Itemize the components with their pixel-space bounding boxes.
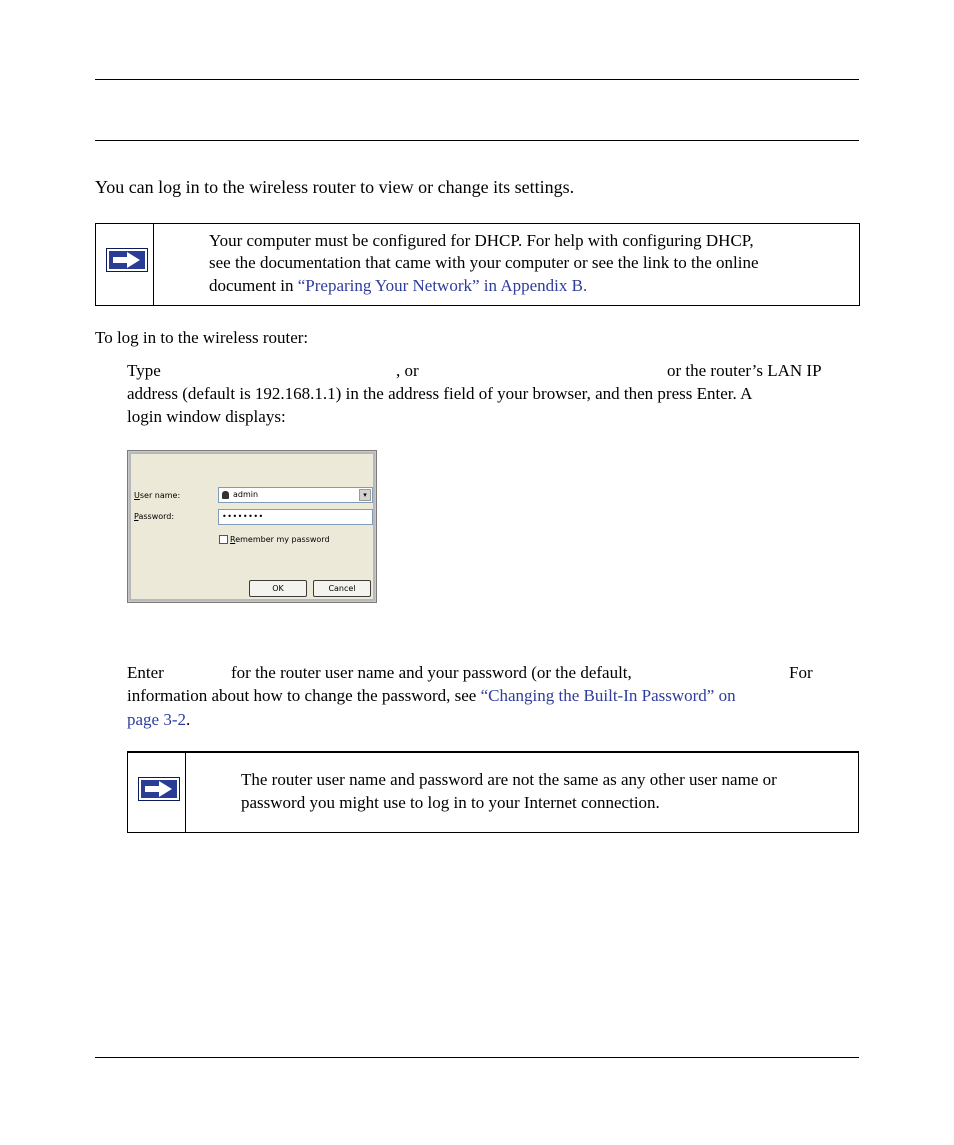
header-rule-top	[95, 79, 859, 80]
username-value: admin	[233, 490, 259, 499]
header-rule-bottom	[95, 140, 859, 141]
username-label: User name:	[134, 491, 181, 500]
right-arrow-note-icon	[106, 248, 148, 272]
note-divider	[153, 224, 154, 305]
chevron-down-icon[interactable]: ▾	[359, 489, 371, 501]
note-box-dhcp	[95, 223, 860, 306]
note-divider	[185, 753, 186, 832]
step2-line-3-suffix: .	[186, 710, 191, 729]
step1-or-word: , or	[396, 361, 419, 380]
right-arrow-note-icon	[138, 777, 180, 801]
remember-password-checkbox[interactable]	[219, 535, 228, 544]
intro-paragraph: You can log in to the wireless router to view or change its settings.	[95, 177, 575, 197]
remember-label-rest: emember my password	[235, 535, 330, 544]
note2-line-1: The router user name and password are not the same as any other user name or	[241, 770, 777, 789]
steps-heading: To log in to the wireless router:	[95, 328, 309, 347]
step2-line-1-middle: for the router user name and your password (or the default,	[231, 663, 632, 682]
note-line-3	[209, 275, 587, 298]
page-3-2-link[interactable]: page 3-2	[127, 710, 187, 729]
note-line-2: see the documentation that came with your computer or see the link to the online	[209, 253, 759, 272]
step2-line-3	[127, 708, 190, 731]
username-field[interactable]	[218, 487, 373, 503]
step2-line-2-prefix: information about how to change the password, see	[127, 686, 481, 705]
login-dialog	[127, 450, 377, 603]
changing-password-link[interactable]: “Changing the Built-In Password” on	[480, 686, 736, 705]
user-avatar-icon	[222, 491, 229, 499]
step1-line-2: address (default is 192.168.1.1) in the address field of your browser, and then press Enter. A	[127, 384, 753, 403]
ok-button[interactable]: OK	[249, 580, 307, 597]
username-label-rest: ser name:	[139, 491, 181, 500]
note-line-3-prefix: document in	[209, 276, 298, 295]
step2-enter-word: Enter	[127, 663, 164, 682]
step2-for-word: For	[789, 663, 813, 682]
appendix-b-link[interactable]: “Preparing Your Network” in Appendix B	[297, 276, 583, 295]
note-box-credentials	[127, 751, 859, 833]
step1-type-word: Type	[127, 361, 161, 380]
footer-rule	[95, 1057, 859, 1058]
note-line-1: Your computer must be configured for DHCP. For help with configuring DHCP,	[209, 231, 754, 250]
step1-line-3: login window displays:	[127, 407, 286, 426]
remember-password-label: Remember my password	[230, 535, 330, 544]
step1-lan-ip-text: or the router’s LAN IP	[667, 361, 822, 380]
note2-line-2: password you might use to log in to your Internet connection.	[241, 793, 660, 812]
password-field[interactable]: ••••••••	[218, 509, 373, 525]
password-label: Password:	[134, 512, 175, 521]
cancel-button[interactable]: Cancel	[313, 580, 371, 597]
note-line-3-suffix: .	[582, 276, 588, 295]
password-label-rest: assword:	[138, 512, 175, 521]
step2-line-2	[127, 684, 736, 707]
